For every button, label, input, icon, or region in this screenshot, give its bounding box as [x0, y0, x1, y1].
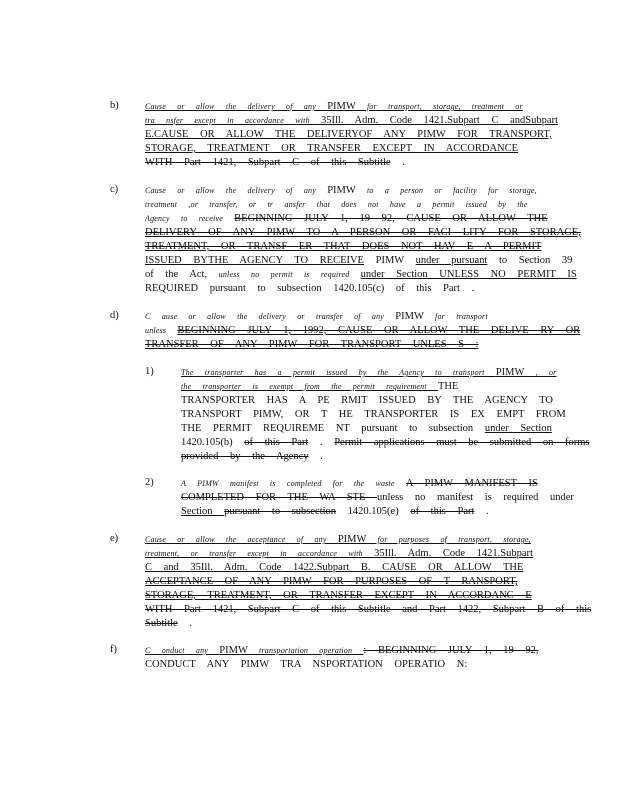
text-line	[145, 142, 537, 156]
text-line	[145, 268, 577, 282]
text-segment: for transport, storage, treatment or	[355, 102, 523, 111]
text-line	[145, 114, 558, 128]
clause-label: c)	[110, 184, 119, 195]
text-line	[145, 324, 581, 338]
text-line	[145, 156, 537, 170]
text-line	[181, 366, 557, 380]
text-segment: COMPLETED FOR THE WA STE	[181, 492, 377, 503]
text-segment: Cause or allow the acceptance of any	[145, 535, 338, 544]
text-segment: pursuant to subsection	[224, 506, 337, 517]
text-segment: treatment, or transfer except in accordance with	[145, 549, 375, 558]
text-segment: Agency to receive	[145, 214, 235, 223]
clause-label: e)	[110, 533, 119, 544]
clause-text	[145, 533, 592, 631]
text-segment: DELIVERY OF ANY PIMW TO A PERSON OR FACI LITY FOR STORAGE,	[145, 227, 581, 238]
text-segment: the transporter is exempt from the permit requirement	[181, 382, 438, 391]
text-segment: C ause or allow the delivery or transfer of any	[145, 312, 396, 321]
text-segment: Cause or allow the delivery of any	[145, 186, 328, 195]
clause-text	[145, 310, 581, 352]
text-segment: Cause or allow the delivery of any	[145, 102, 328, 111]
text-line	[145, 617, 537, 631]
text-line	[145, 644, 537, 658]
clause-label: b)	[110, 100, 119, 111]
text-segment: .	[390, 157, 405, 168]
subclause-label: 2)	[145, 477, 154, 488]
text-segment: of the Act,	[145, 269, 219, 280]
text-line	[145, 575, 537, 589]
text-segment: for purposes of transport, storage,	[366, 535, 531, 544]
text-segment: PIMW	[327, 101, 356, 112]
text-segment: Subtitle	[145, 618, 178, 629]
text-line	[181, 394, 553, 408]
text-segment: of this Part	[410, 506, 475, 517]
text-line	[145, 603, 592, 617]
text-line	[181, 491, 574, 505]
text-segment: TRANSPORT PIMW, OR T HE TRANSPORTER IS EX EMPT FROM	[181, 409, 566, 420]
text-line	[181, 408, 566, 422]
text-segment: .	[177, 618, 192, 629]
text-segment: PIMW	[219, 645, 248, 656]
text-line	[145, 184, 537, 198]
text-segment: under pursuant	[415, 255, 488, 266]
text-segment: The transporter has a permit issued by the Agency to transport	[181, 368, 496, 377]
text-segment: THE	[438, 381, 459, 392]
text-segment: , or	[524, 368, 557, 377]
text-segment: C onduct any	[145, 646, 220, 655]
text-line	[145, 547, 537, 561]
text-segment: BEGINNING JULY 1, 1992, CAUSE OR ALLOW THE DELIVE RY OR	[177, 325, 581, 336]
text-segment: TREATMENT, OR TRANSF ER THAT DOES NOT HAV E A PERMIT	[145, 241, 542, 252]
text-line	[181, 380, 537, 394]
text-segment: 35Ill. Adm. Code 1421.Subpart	[374, 548, 533, 559]
text-line	[181, 505, 537, 519]
clause-label: d)	[110, 310, 119, 321]
text-segment: unless no permit is required	[218, 270, 361, 279]
text-segment: to a person or facility for storage,	[355, 186, 537, 195]
text-line	[145, 282, 537, 296]
text-segment: PIMW	[363, 255, 416, 266]
text-line	[145, 212, 548, 226]
text-segment: REQUIRED pursuant to subsection 1420.105(c) of this Part .	[145, 283, 475, 294]
text-segment: for transport	[423, 312, 488, 321]
text-segment: .	[308, 451, 323, 462]
text-segment: 35Ill. Adm. Code 1421.Subpart C andSubpart	[321, 115, 558, 126]
text-segment: BEGINNING JULY 1, 19 92, CAUSE OR ALLOW THE	[234, 213, 548, 224]
text-line	[145, 658, 537, 672]
text-segment: TRANSPORTER HAS A PE RMIT ISSUED BY THE AGENCY TO	[181, 395, 553, 406]
text-segment: A PIMW MANIFEST IS	[405, 478, 538, 489]
clause-text	[145, 100, 558, 170]
text-segment: under Section UNLESS NO PERMIT IS	[360, 269, 577, 280]
text-segment: .	[308, 437, 335, 448]
text-segment: of this Part	[244, 437, 309, 448]
text-segment: ISSUED BYTHE AGENCY TO RECEIVE	[145, 255, 364, 266]
clause-text	[145, 644, 537, 672]
text-segment: provided by the Agency	[181, 451, 309, 462]
text-line	[145, 226, 581, 240]
text-segment: under Section	[484, 423, 552, 434]
text-line	[145, 198, 537, 212]
text-segment: unless	[145, 326, 178, 335]
text-segment: THE PERMIT REQUIREME NT pursuant to subsection	[181, 423, 485, 434]
clause-text	[145, 184, 581, 296]
text-segment: to Section 39	[487, 255, 573, 266]
text-segment: STORAGE, TREATMENT, OR TRANSFER EXCEPT IN ACCORDANC E	[145, 590, 532, 601]
clause-label: f)	[110, 644, 117, 655]
text-line	[145, 128, 552, 142]
text-segment: .	[474, 506, 489, 517]
text-line	[145, 254, 573, 268]
text-segment: PIMW	[495, 367, 525, 378]
text-line	[145, 338, 537, 352]
text-segment: PIMW	[327, 185, 356, 196]
text-segment: transportation operation	[247, 646, 364, 655]
subclause-label: 1)	[145, 366, 154, 377]
text-line	[145, 310, 537, 324]
text-segment: WITH Part 1421, Subpart C of this Subtitle	[145, 157, 391, 168]
text-line	[181, 450, 537, 464]
text-segment: PIMW	[395, 311, 424, 322]
text-segment: 1420.105(b)	[181, 437, 245, 448]
text-segment: CONDUCT ANY PIMW TRA NSPORTATION OPERATIO N:	[145, 659, 468, 670]
text-line	[181, 422, 552, 436]
text-line	[181, 477, 537, 491]
text-segment: treatment ,or transfer, or tr ansfer that does not have a permit issued by the	[145, 200, 528, 209]
text-line	[145, 561, 537, 575]
text-segment: E.CAUSE OR ALLOW THE DELIVERYOF ANY PIMW FOR TRANSPORT,	[145, 129, 552, 140]
text-segment: Section	[181, 506, 225, 517]
subclause-text	[181, 366, 590, 464]
text-line	[145, 100, 537, 114]
text-segment: STORAGE, TREATMENT OR TRANSFER EXCEPT IN ACCORDANCE	[145, 143, 519, 154]
text-line	[181, 436, 590, 450]
text-line	[145, 533, 537, 547]
text-segment: TRANSFER OF ANY PIMW FOR TRANSPORT UNLES S :	[145, 339, 479, 350]
subclause-text	[181, 477, 574, 519]
text-segment: 1420.105(e)	[336, 506, 411, 517]
text-segment: tra nsfer except in accordance with	[145, 116, 321, 125]
text-line	[145, 240, 542, 254]
text-line	[145, 589, 537, 603]
text-segment: unless no manifest is required under	[377, 492, 574, 503]
text-segment: ACCEPTANCE OF ANY PIMW FOR PURPOSES OF T RANSPORT,	[145, 576, 518, 587]
text-segment: PIMW	[337, 534, 367, 545]
text-segment: Permit applications must be submitted on forms	[334, 437, 590, 448]
text-segment: WITH Part 1421, Subpart C of this Subtitle and Part 1422, Subpart B of this	[145, 604, 592, 615]
text-segment: : BEGINNING JULY 1, 19 92,	[363, 645, 539, 656]
text-segment: A PIMW manifest is completed for the waste	[181, 479, 406, 488]
text-segment: C and 35Ill. Adm. Code 1422.Subpart B. CAUSE OR ALLOW THE	[145, 562, 524, 573]
